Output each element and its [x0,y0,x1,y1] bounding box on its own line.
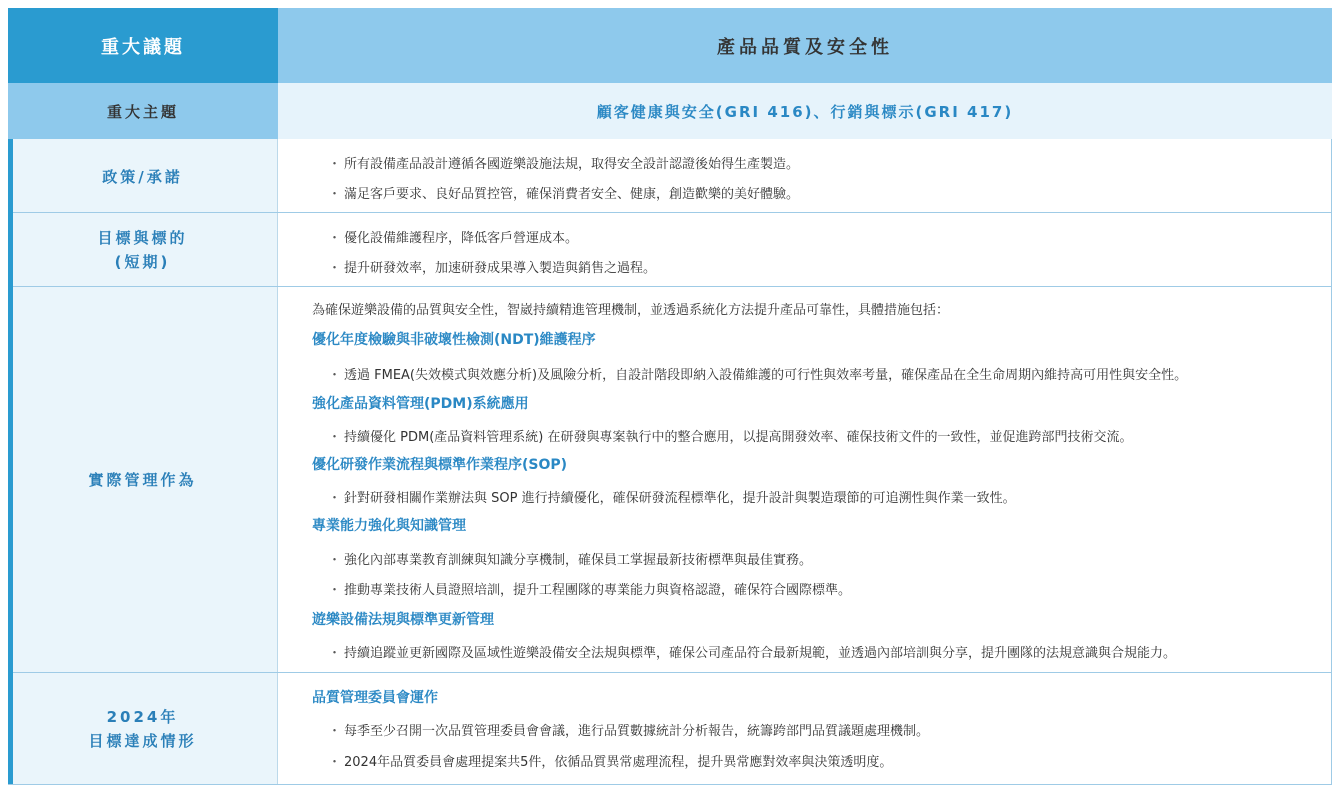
achievement-row [8,673,1332,784]
achievement-content [278,673,1332,784]
bullet-icon: ・ [328,646,342,661]
section-heading: 遊樂設備法規與標準更新管理 [312,612,494,628]
achievement-heading: 品質管理委員會運作 [312,690,438,706]
right-border [1331,139,1332,785]
bullet-icon: ・ [328,261,342,276]
actions-row [8,287,1332,672]
header-row [8,8,1332,83]
section-item: ・ 持續追蹤並更新國際及區域性遊樂設備安全法規與標準，確保公司產品符合最新規範，並透過內部培訓與分享，提升團隊的法規意識與合規能力。 [328,642,1176,661]
header-right-cell: 產品品質及安全性 [278,8,1332,83]
goals-row [8,213,1332,286]
bullet-icon: ・ [328,724,342,739]
goals-item: ・ 提升研發效率，加速研發成果導入製造與銷售之過程。 [328,257,656,276]
bottom-border [8,784,1332,785]
topic-value: 顧客健康與安全(GRI 416)、行銷與標示(GRI 417) [278,83,1332,139]
section-item: ・ 透過 FMEA(失效模式與效應分析)及風險分析，自設計階段即納入設備維護的可行性與效率考量，確保產品在全生命周期內維持高可用性與安全性。 [328,364,1187,383]
section-item: ・ 針對研發相關作業辦法與 SOP 進行持續優化，確保研發流程標準化，提升設計與製造環節的可追溯性與作業一致性。 [328,487,1016,506]
bullet-icon: ・ [328,368,342,383]
header-left-cell: 重大議題 [8,8,278,83]
topic-label: 重大主題 [8,83,278,139]
topic-row [8,83,1332,139]
achievement-label: 2024年 目標達成情形 [8,673,278,784]
actions-label: 實際管理作為 [8,287,278,672]
section-heading: 強化產品資料管理(PDM)系統應用 [312,396,529,412]
achievement-item: ・ 每季至少召開一次品質管理委員會會議，進行品質數據統計分析報告，統籌跨部門品質議題處理機制。 [328,720,929,739]
actions-intro: 為確保遊樂設備的品質與安全性，智崴持續精進管理機制，並透過系統化方法提升產品可靠性，具體措施包括： [312,303,950,318]
bullet-icon: ・ [328,430,342,445]
goals-content [278,213,1332,286]
management-table [8,8,1332,785]
policy-label: 政策/承諾 [8,139,278,213]
policy-item: ・ 所有設備產品設計遵循各國遊樂設施法規，取得安全設計認證後始得生產製造。 [328,153,799,172]
achievement-item: ・ 2024年品質委員會處理提案共5件，依循品質異常處理流程，提升異常應對效率與決策透明度。 [328,751,892,770]
policy-row [8,139,1332,213]
section-heading: 優化研發作業流程與標準作業程序(SOP) [312,457,568,473]
bullet-icon: ・ [328,755,342,770]
actions-content [278,287,1332,672]
bullet-icon: ・ [328,187,342,202]
bullet-icon: ・ [328,553,342,568]
goals-item: ・ 優化設備維護程序，降低客戶營運成本。 [328,227,578,246]
bullet-icon: ・ [328,231,342,246]
section-heading: 優化年度檢驗與非破壞性檢測(NDT)維護程序 [312,332,596,348]
section-heading: 專業能力強化與知識管理 [312,518,466,534]
section-item: ・ 推動專業技術人員證照培訓，提升工程團隊的專業能力與資格認證，確保符合國際標準。 [328,579,851,598]
left-accent-bar [8,139,13,785]
bullet-icon: ・ [328,583,342,598]
bullet-icon: ・ [328,157,342,172]
goals-label: 目標與標的 (短期) [8,213,278,286]
policy-content [278,139,1332,213]
bullet-icon: ・ [328,491,342,506]
section-item: ・ 強化內部專業教育訓練與知識分享機制，確保員工掌握最新技術標準與最佳實務。 [328,549,812,568]
policy-item: ・ 滿足客戶要求、良好品質控管，確保消費者安全、健康，創造歡樂的美好體驗。 [328,183,799,202]
section-item: ・ 持續優化 PDM(產品資料管理系統) 在研發與專案執行中的整合應用，以提高開發效率、確保技術文件的一致性，並促進跨部門技術交流。 [328,426,1132,445]
